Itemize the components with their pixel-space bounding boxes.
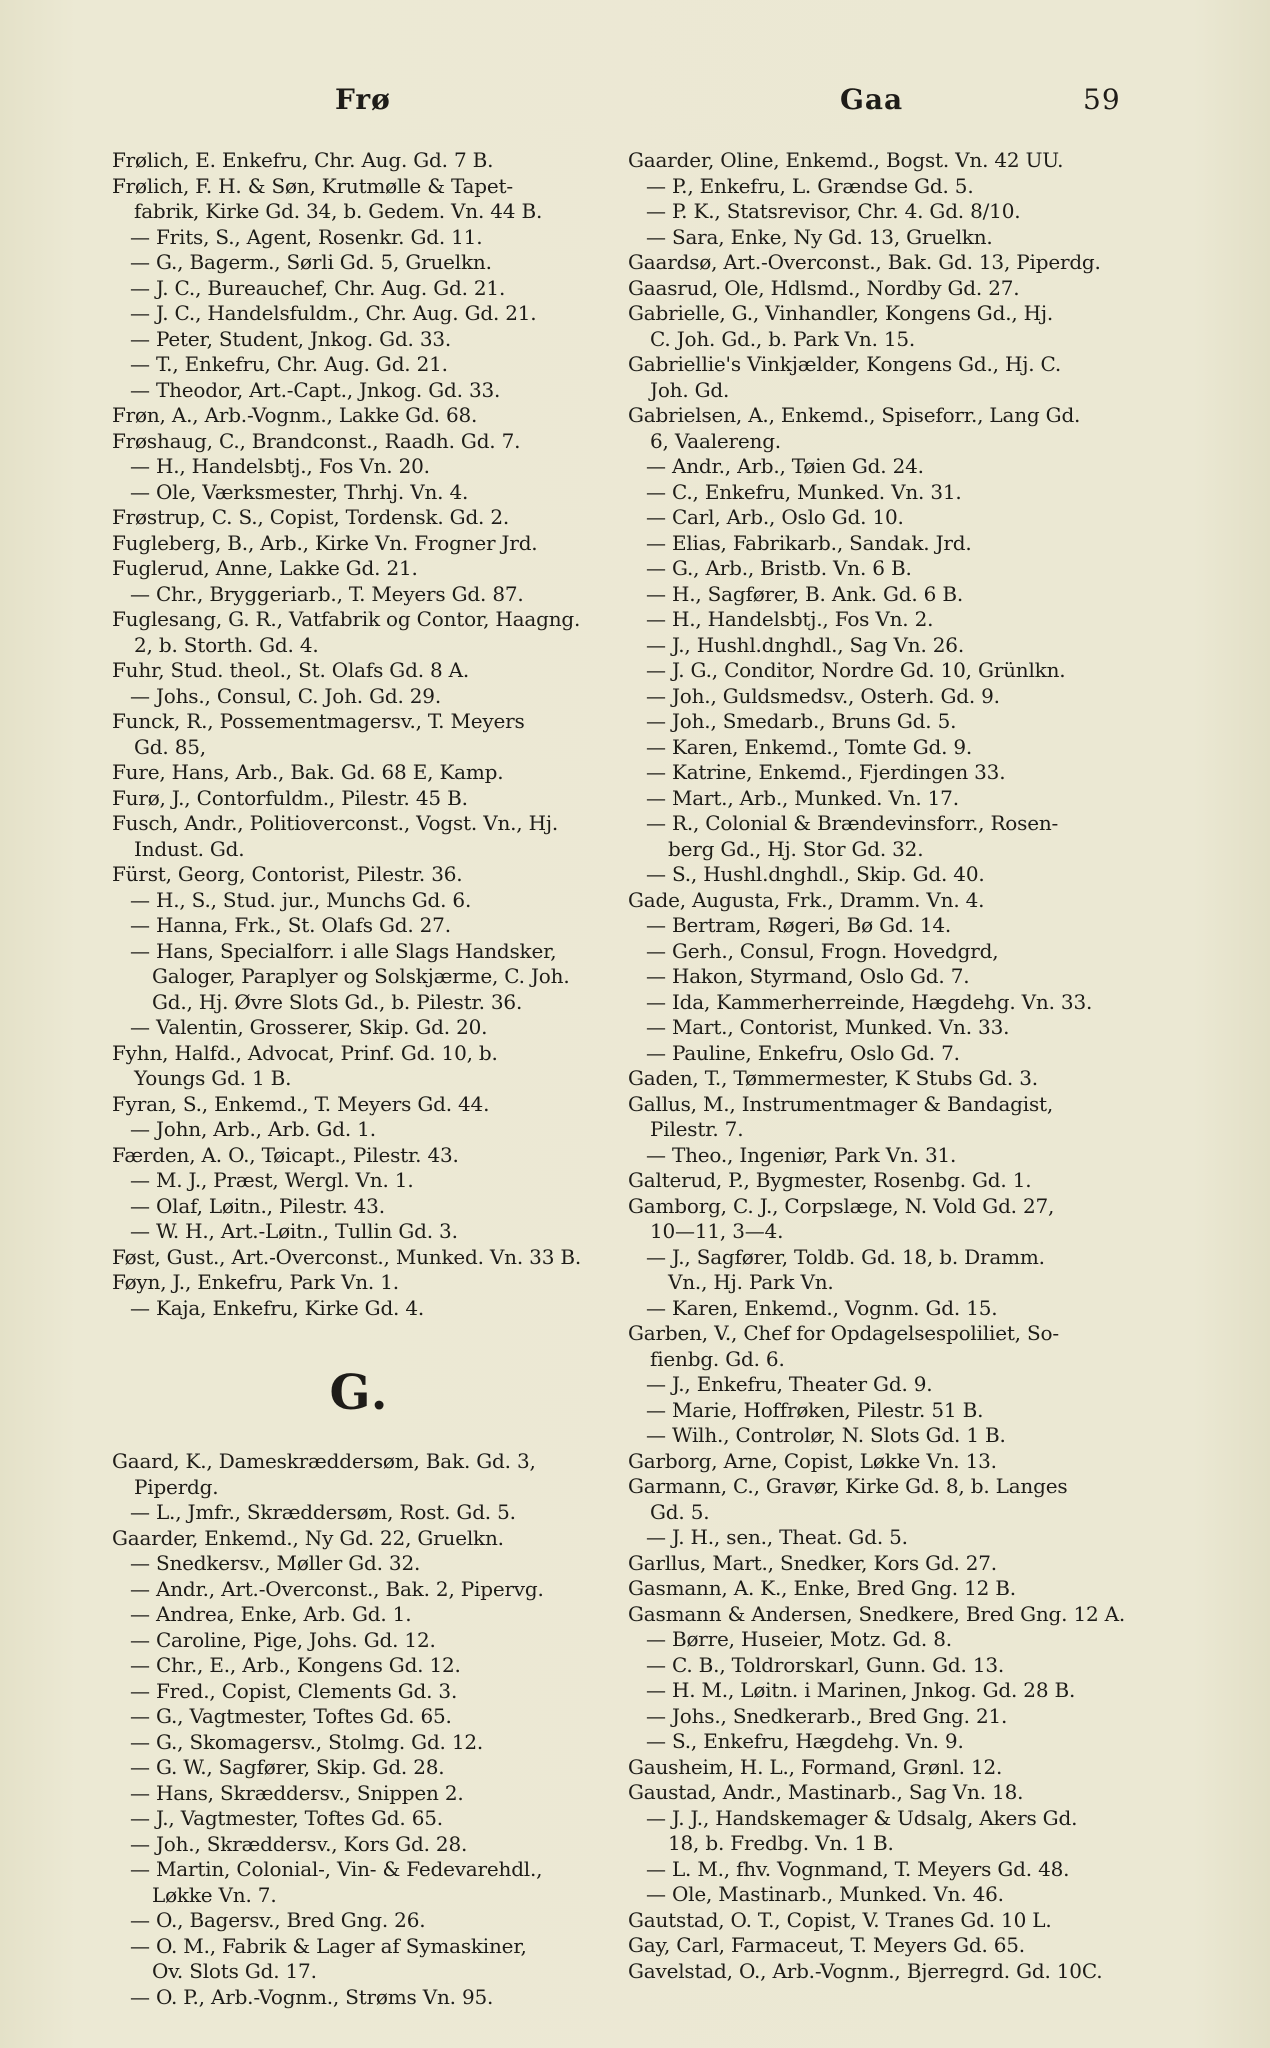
directory-entry <box>112 327 607 353</box>
entry-text: — H., S., Stud. jur., Munchs Gd. 6. <box>130 887 472 912</box>
directory-entry <box>628 1780 1123 1806</box>
entry-text: — R., Colonial & Brændevinsforr., Rosen- <box>646 811 1059 835</box>
entry-text: Gaden, T., Tømmermester, K Stubs Gd. 3. <box>628 1066 1038 1090</box>
entry-text: Fuglesang, G. R., Vatfabrik og Contor, Haagng. <box>112 607 581 631</box>
entry-text: — G., Bagerm., Sørli Gd. 5, Gruelkn. <box>130 250 492 274</box>
entry-text: — Gerh., Consul, Frogn. Hovedgrd, <box>646 938 999 963</box>
section-heading-g: G. <box>329 1365 390 1421</box>
entry-text: — Kaja, Enkefru, Kirke Gd. 4. <box>130 1295 425 1320</box>
directory-entry <box>628 1066 1123 1092</box>
entry-text: — O. P., Arb.-Vognm., Strøms Vn. 95. <box>130 1984 494 2009</box>
directory-entry <box>112 276 607 302</box>
entry-continuation: fabrik, Kirke Gd. 34, b. Gedem. Vn. 44 B. <box>134 199 543 223</box>
directory-entry <box>112 301 607 327</box>
directory-entry <box>628 735 1123 761</box>
entry-text: — Ida, Kammerherreinde, Hægdehg. Vn. 33. <box>646 989 1093 1014</box>
entry-continuation: Youngs Gd. 1 B. <box>134 1066 292 1090</box>
entry-text: — J., Hushl.dnghdl., Sag Vn. 26. <box>646 632 964 657</box>
entry-text: — J. J., Handskemager & Udsalg, Akers Gd. <box>646 1805 1078 1830</box>
directory-entry <box>628 276 1123 302</box>
directory-entry <box>628 225 1123 251</box>
directory-entry <box>112 684 607 710</box>
entry-text: Fure, Hans, Arb., Bak. Gd. 68 E, Kamp. <box>112 760 504 784</box>
directory-entry <box>628 607 1123 633</box>
entry-text: — Chr., Bryggeriarb., T. Meyers Gd. 87. <box>130 581 524 606</box>
directory-entry <box>112 1194 607 1220</box>
entry-text: Gaarder, Oline, Enkemd., Bogst. Vn. 42 UU. <box>628 148 1064 172</box>
directory-entry <box>628 1194 1123 1245</box>
directory-entry <box>628 301 1123 352</box>
directory-entry <box>628 1449 1123 1475</box>
directory-entry <box>112 352 607 378</box>
page-number: 59 <box>1083 83 1121 116</box>
directory-entry <box>112 1449 607 1500</box>
entry-text: — Frits, S., Agent, Rosenkr. Gd. 11. <box>130 224 483 249</box>
entry-text: — Mart., Contorist, Munked. Vn. 33. <box>646 1015 1010 1039</box>
entry-text: Fyran, S., Enkemd., T. Meyers Gd. 44. <box>112 1091 490 1116</box>
directory-entry <box>628 1015 1123 1041</box>
entry-text: — H., Handelsbtj., Fos Vn. 2. <box>646 607 934 631</box>
directory-entry <box>112 1679 607 1705</box>
entry-text: — Joh., Skræddersv., Kors Gd. 28. <box>130 1831 468 1856</box>
entry-text: — H., Sagfører, B. Ank. Gd. 6 B. <box>646 581 964 606</box>
directory-entry <box>628 1755 1123 1781</box>
directory-entry <box>628 1933 1123 1959</box>
directory-entry <box>628 454 1123 480</box>
entry-text: Funck, R., Possementmagersv., T. Meyers <box>112 709 525 733</box>
directory-entry <box>112 1730 607 1756</box>
entry-text: Gaustad, Andr., Mastinarb., Sag Vn. 18. <box>628 1780 1024 1804</box>
directory-entry <box>628 531 1123 557</box>
directory-entry <box>112 225 607 251</box>
directory-entry <box>112 607 607 658</box>
entry-text: — Hans, Specialforr. i alle Slags Handsker, <box>130 938 557 963</box>
entry-text: — Joh., Guldsmedsv., Osterh. Gd. 9. <box>646 683 1000 708</box>
directory-entry <box>112 1806 607 1832</box>
entry-text: — M. J., Præst, Wergl. Vn. 1. <box>130 1168 414 1192</box>
directory-entry <box>628 633 1123 659</box>
directory-entry <box>112 1015 607 1041</box>
entry-text: — Caroline, Pige, Johs. Gd. 12. <box>130 1627 436 1652</box>
entry-text: — Andr., Art.-Overconst., Bak. 2, Pipervg. <box>130 1576 544 1601</box>
entry-text: — W. H., Art.-Løitn., Tullin Gd. 3. <box>130 1219 458 1243</box>
directory-entry <box>112 1934 607 1985</box>
entry-text: — J. G., Conditor, Nordre Gd. 10, Grünlkn. <box>646 658 1066 682</box>
entry-text: — Olaf, Løitn., Pilestr. 43. <box>130 1193 385 1218</box>
directory-entry <box>628 480 1123 506</box>
directory-entry <box>628 658 1123 684</box>
directory-entry <box>112 1551 607 1577</box>
entry-text: Gaasrud, Ole, Hdlsmd., Nordby Gd. 27. <box>628 275 1020 300</box>
entry-text: — G., Skomagersv., Stolmg. Gd. 12. <box>130 1729 484 1754</box>
entry-continuation: 18, b. Fredbg. Vn. 1 B. <box>668 1831 894 1855</box>
directory-entry <box>628 1551 1123 1577</box>
entry-text: — Katrine, Enkemd., Fjerdingen 33. <box>646 760 1006 784</box>
entry-continuation: Joh. Gd. <box>650 377 730 402</box>
directory-entry <box>628 1959 1123 1985</box>
entry-continuation: C. Joh. Gd., b. Park Vn. 15. <box>650 326 916 351</box>
entry-text: — Ole, Værksmester, Thrhj. Vn. 4. <box>130 479 469 504</box>
directory-entry <box>628 1601 1126 1628</box>
directory-entry <box>112 531 607 557</box>
directory-entry <box>112 709 607 760</box>
directory-entry <box>112 786 607 812</box>
entry-text: Gamborg, C. J., Corpslæge, N. Vold Gd. 27, <box>628 1193 1055 1218</box>
directory-entry <box>628 888 1123 914</box>
entry-text: — Mart., Arb., Munked. Vn. 17. <box>646 785 959 810</box>
directory-entry <box>112 1270 607 1296</box>
entry-continuation: Indust. Gd. <box>134 836 245 861</box>
entry-text: Føyn, J., Enkefru, Park Vn. 1. <box>112 1270 399 1294</box>
directory-entry <box>112 250 607 276</box>
entry-text: Fugleberg, B., Arb., Kirke Vn. Frogner Jrd. <box>112 530 538 555</box>
entry-text: Gavelstad, O., Arb.-Vognm., Bjerregrd. Gd. 10C. <box>628 1958 1103 1983</box>
entry-text: — Ole, Mastinarb., Munked. Vn. 46. <box>646 1882 1004 1906</box>
directory-entry <box>112 1296 607 1322</box>
entry-list-f <box>112 148 607 1321</box>
directory-entry <box>112 174 607 225</box>
directory-entry <box>628 1168 1123 1194</box>
entry-text: — J. C., Bureauchef, Chr. Aug. Gd. 21. <box>130 275 506 300</box>
entry-continuation: Vn., Hj. Park Vn. <box>668 1270 834 1294</box>
directory-entry <box>628 913 1123 939</box>
directory-entry <box>112 1577 607 1603</box>
directory-entry <box>112 658 607 684</box>
entry-text: Frøshaug, C., Brandconst., Raadh. Gd. 7. <box>112 428 521 453</box>
directory-entry <box>628 1525 1123 1551</box>
directory-entry <box>628 1882 1123 1908</box>
directory-entry <box>112 1117 607 1143</box>
directory-entry <box>628 174 1123 200</box>
directory-entry <box>628 684 1123 710</box>
entry-text: — Carl, Arb., Oslo Gd. 10. <box>646 505 904 529</box>
entry-continuation: 2, b. Storth. Gd. 4. <box>134 632 319 657</box>
directory-entry <box>628 352 1123 403</box>
entry-continuation: Gd. 85, <box>134 734 206 759</box>
directory-entry <box>628 964 1123 990</box>
entry-text: Gallus, M., Instrumentmager & Bandagist, <box>628 1091 1054 1116</box>
entry-text: Frølich, F. H. & Søn, Krutmølle & Tapet- <box>112 173 513 198</box>
directory-entry <box>112 403 607 429</box>
entry-text: Fyhn, Halfd., Advocat, Prinf. Gd. 10, b. <box>112 1040 498 1065</box>
directory-entry <box>112 480 607 506</box>
entry-text: — Johs., Snedkerarb., Bred Gng. 21. <box>646 1703 1008 1728</box>
entry-text: Gasmann, A. K., Enke, Bred Gng. 12 B. <box>628 1576 1016 1600</box>
entry-text: Galterud, P., Bygmester, Rosenbg. Gd. 1. <box>628 1168 1032 1192</box>
entry-text: — J., Enkefru, Theater Gd. 9. <box>646 1372 933 1396</box>
directory-entry <box>112 1781 607 1807</box>
directory-entry <box>112 454 607 480</box>
entry-text: — P. K., Statsrevisor, Chr. 4. Gd. 8/10. <box>646 199 1021 223</box>
directory-entry <box>112 1041 607 1092</box>
directory-entry <box>112 913 607 939</box>
directory-entry <box>112 505 607 531</box>
directory-entry <box>112 1985 607 2011</box>
directory-entry <box>628 250 1123 276</box>
directory-entry <box>628 1143 1123 1169</box>
entry-text: Garmann, C., Gravør, Kirke Gd. 8, b. Langes <box>628 1474 1068 1498</box>
entry-text: — Elias, Fabrikarb., Sandak. Jrd. <box>646 530 972 555</box>
directory-entry <box>628 1729 1123 1755</box>
directory-entry <box>628 862 1123 888</box>
running-head-left: Frø <box>335 83 391 116</box>
directory-entry <box>628 939 1123 965</box>
entry-text: — G., Arb., Bristb. Vn. 6 B. <box>646 556 912 580</box>
entry-text: Frøstrup, C. S., Copist, Tordensk. Gd. 2. <box>112 505 510 529</box>
entry-text: Gaard, K., Dameskræddersøm, Bak. Gd. 3, <box>112 1449 536 1473</box>
entry-text: — L., Jmfr., Skræddersøm, Rost. Gd. 5. <box>130 1500 516 1524</box>
directory-entry <box>628 990 1123 1016</box>
entry-text: — Bertram, Røgeri, Bø Gd. 14. <box>646 913 952 937</box>
directory-entry <box>112 582 607 608</box>
entry-continuation: Gd. 5. <box>650 1499 710 1524</box>
entry-text: — Andrea, Enke, Arb. Gd. 1. <box>130 1602 412 1626</box>
directory-entry <box>628 582 1123 608</box>
directory-entry <box>628 1474 1123 1525</box>
directory-entry <box>628 1092 1123 1143</box>
entry-text: Gasmann & Andersen, Snedkere, Bred Gng. 12 A. <box>628 1601 1126 1626</box>
directory-entry <box>112 1602 607 1628</box>
directory-entry <box>112 1143 607 1169</box>
entry-text: — T., Enkefru, Chr. Aug. Gd. 21. <box>130 352 448 376</box>
entry-text: — O., Bagersv., Bred Gng. 26. <box>130 1908 426 1932</box>
entry-text: — Hans, Skræddersv., Snippen 2. <box>130 1780 464 1805</box>
directory-entry <box>628 199 1123 225</box>
directory-entry <box>628 709 1123 735</box>
entry-text: Garborg, Arne, Copist, Løkke Vn. 13. <box>628 1448 997 1473</box>
directory-entry <box>628 1245 1123 1296</box>
directory-entry <box>628 1653 1123 1679</box>
directory-entry <box>112 429 607 455</box>
entry-text: — J., Vagtmester, Toftes Gd. 65. <box>130 1806 443 1830</box>
entry-text: — J. C., Handelsfuldm., Chr. Aug. Gd. 21. <box>130 301 537 325</box>
entry-continuation: Galoger, Paraplyer og Solskjærme, C. Joh. <box>152 964 570 988</box>
entry-text: Furø, J., Contorfuldm., Pilestr. 45 B. <box>112 785 468 810</box>
entry-continuation: Piperdg. <box>134 1474 219 1499</box>
directory-entry <box>628 1704 1123 1730</box>
entry-continuation: Gd., Hj. Øvre Slots Gd., b. Pilestr. 36. <box>152 989 523 1014</box>
entry-text: — Hanna, Frk., St. Olafs Gd. 27. <box>130 913 451 937</box>
entry-list-g <box>112 1449 607 2010</box>
entry-text: — Theo., Ingeniør, Park Vn. 31. <box>646 1142 957 1167</box>
entry-text: Færden, A. O., Tøicapt., Pilestr. 43. <box>112 1142 459 1167</box>
entry-text: — Valentin, Grosserer, Skip. Gd. 20. <box>130 1015 488 1039</box>
entry-continuation: 10—11, 3—4. <box>650 1219 784 1243</box>
directory-entry <box>628 760 1123 786</box>
entry-continuation: 6, Vaalereng. <box>650 428 781 453</box>
entry-text: — C., Enkefru, Munked. Vn. 31. <box>646 479 962 504</box>
directory-entry <box>628 148 1123 174</box>
entry-text: — John, Arb., Arb. Gd. 1. <box>130 1117 376 1141</box>
entry-text: — Wilh., Controlør, N. Slots Gd. 1 B. <box>646 1423 1006 1447</box>
entry-text: — P., Enkefru, L. Grændse Gd. 5. <box>646 173 974 198</box>
entry-text: Gautstad, O. T., Copist, V. Tranes Gd. 10 L. <box>628 1907 1052 1932</box>
entry-text: Gausheim, H. L., Formand, Grønl. 12. <box>628 1754 1003 1779</box>
entry-text: Gay, Carl, Farmaceut, T. Meyers Gd. 65. <box>628 1933 1025 1957</box>
entry-continuation: Løkke Vn. 7. <box>152 1882 277 1907</box>
entry-text: — Snedkersv., Møller Gd. 32. <box>130 1551 421 1575</box>
entry-text: — J., Sagfører, Toldb. Gd. 18, b. Dramm. <box>646 1244 1045 1269</box>
directory-entry <box>112 888 607 914</box>
directory-entry <box>628 403 1123 454</box>
directory-entry <box>628 556 1123 582</box>
entry-text: — Pauline, Enkefru, Oslo Gd. 7. <box>646 1040 960 1065</box>
entry-text: — Chr., E., Arb., Kongens Gd. 12. <box>130 1653 461 1677</box>
entry-text: — Peter, Student, Jnkog. Gd. 33. <box>130 326 452 351</box>
directory-entry <box>628 1321 1123 1372</box>
entry-text: Garllus, Mart., Snedker, Kors Gd. 27. <box>628 1550 997 1575</box>
entry-text: — Fred., Copist, Clements Gd. 3. <box>130 1678 458 1703</box>
directory-entry <box>628 1423 1123 1449</box>
entry-text: — Karen, Enkemd., Vognm. Gd. 15. <box>646 1295 998 1320</box>
left-column <box>112 148 607 2010</box>
entry-text: — S., Hushl.dnghdl., Skip. Gd. 40. <box>646 862 985 886</box>
entry-text: Fusch, Andr., Politioverconst., Vogst. Vn., Hj. <box>112 811 558 835</box>
entry-text: — Theodor, Art.-Capt., Jnkog. Gd. 33. <box>130 377 501 402</box>
entry-continuation: Ov. Slots Gd. 17. <box>152 1959 317 1983</box>
entry-text: Fürst, Georg, Contorist, Pilestr. 36. <box>112 862 463 886</box>
entry-continuation: berg Gd., Hj. Stor Gd. 32. <box>668 836 924 861</box>
directory-entry <box>628 1857 1123 1883</box>
directory-entry <box>112 1755 607 1781</box>
entry-text: — Sara, Enke, Ny Gd. 13, Gruelkn. <box>646 224 993 249</box>
entry-text: — O. M., Fabrik & Lager af Symaskiner, <box>130 1933 527 1958</box>
entry-text: Fuglerud, Anne, Lakke Gd. 21. <box>112 556 418 580</box>
entry-text: Gaardsø, Art.-Overconst., Bak. Gd. 13, Piperdg. <box>628 250 1101 274</box>
directory-entry <box>112 1704 607 1730</box>
entry-text: — H. M., Løitn. i Marinen, Jnkog. Gd. 28 B. <box>646 1678 1076 1702</box>
directory-entry <box>628 505 1123 531</box>
directory-entry <box>628 1627 1123 1653</box>
directory-entry <box>628 1041 1123 1067</box>
entry-text: — Johs., Consul, C. Joh. Gd. 29. <box>130 683 441 708</box>
entry-text: Gade, Augusta, Frk., Dramm. Vn. 4. <box>628 887 985 912</box>
entry-text: Frølich, E. Enkefru, Chr. Aug. Gd. 7 B. <box>112 148 494 172</box>
directory-entry <box>628 1576 1123 1602</box>
directory-entry <box>628 811 1123 862</box>
directory-entry <box>628 1372 1123 1398</box>
directory-entry <box>112 1857 607 1908</box>
entry-text: Fuhr, Stud. theol., St. Olafs Gd. 8 A. <box>112 658 470 682</box>
directory-entry <box>628 1678 1123 1704</box>
entry-text: — S., Enkefru, Hægdehg. Vn. 9. <box>646 1729 964 1753</box>
entry-text: Gabrielsen, A., Enkemd., Spiseforr., Lang Gd. <box>628 403 1081 427</box>
entry-text: — Joh., Smedarb., Bruns Gd. 5. <box>646 709 957 733</box>
directory-entry <box>112 1526 607 1552</box>
directory-entry <box>628 1908 1123 1934</box>
directory-entry <box>112 1653 607 1679</box>
directory-entry <box>628 1296 1123 1322</box>
directory-entry <box>112 556 607 582</box>
entry-text: — Martin, Colonial-, Vin- & Fedevarehdl., <box>130 1857 543 1881</box>
entry-text: Gaarder, Enkemd., Ny Gd. 22, Gruelkn. <box>112 1525 504 1550</box>
entry-list-gaa <box>628 148 1126 1984</box>
entry-continuation: Pilestr. 7. <box>650 1117 744 1141</box>
directory-entry <box>112 378 607 404</box>
directory-entry <box>112 1092 607 1118</box>
entry-text: — H., Handelsbtj., Fos Vn. 20. <box>130 454 430 478</box>
entry-text: — J. H., sen., Theat. Gd. 5. <box>646 1525 908 1549</box>
directory-entry <box>112 1500 607 1526</box>
entry-text: — G., Vagtmester, Toftes Gd. 65. <box>130 1704 452 1728</box>
entry-continuation: fienbg. Gd. 6. <box>650 1346 785 1371</box>
directory-entry <box>628 786 1123 812</box>
directory-entry <box>112 939 607 1016</box>
entry-text: — G. W., Sagfører, Skip. Gd. 28. <box>130 1755 445 1779</box>
directory-entry <box>628 1806 1123 1857</box>
entry-text: — Karen, Enkemd., Tomte Gd. 9. <box>646 734 973 759</box>
directory-entry <box>112 1908 607 1934</box>
directory-entry <box>112 148 607 174</box>
directory-entry <box>112 1168 607 1194</box>
entry-text: — C. B., Toldrorskarl, Gunn. Gd. 13. <box>646 1652 1005 1677</box>
entry-text: — L. M., fhv. Vognmand, T. Meyers Gd. 48. <box>646 1856 1070 1881</box>
directory-entry <box>112 1245 607 1271</box>
entry-text: Gabriellie's Vinkjælder, Kongens Gd., Hj. C. <box>628 352 1062 376</box>
directory-entry <box>112 811 607 862</box>
directory-entry <box>112 1219 607 1245</box>
entry-text: Garben, V., Chef for Opdagelsespoliliet, So- <box>628 1321 1059 1345</box>
entry-text: — Børre, Huseier, Motz. Gd. 8. <box>646 1627 952 1651</box>
running-head-right: Gaa <box>840 83 904 116</box>
entry-text: Gabrielle, G., Vinhandler, Kongens Gd., Hj. <box>628 301 1054 325</box>
entry-text: — Marie, Hoffrøken, Pilestr. 51 B. <box>646 1397 984 1422</box>
directory-entry <box>112 760 607 786</box>
directory-entry <box>112 862 607 888</box>
entry-text: — Andr., Arb., Tøien Gd. 24. <box>646 454 924 478</box>
entry-text: Frøn, A., Arb.-Vognm., Lakke Gd. 68. <box>112 403 478 427</box>
entry-text: — Hakon, Styrmand, Oslo Gd. 7. <box>646 964 970 988</box>
directory-entry <box>112 1832 607 1858</box>
directory-entry <box>628 1398 1123 1424</box>
right-column <box>628 148 1126 1984</box>
entry-text: Føst, Gust., Art.-Overconst., Munked. Vn. 33 B. <box>112 1244 582 1269</box>
directory-entry <box>112 1628 607 1654</box>
